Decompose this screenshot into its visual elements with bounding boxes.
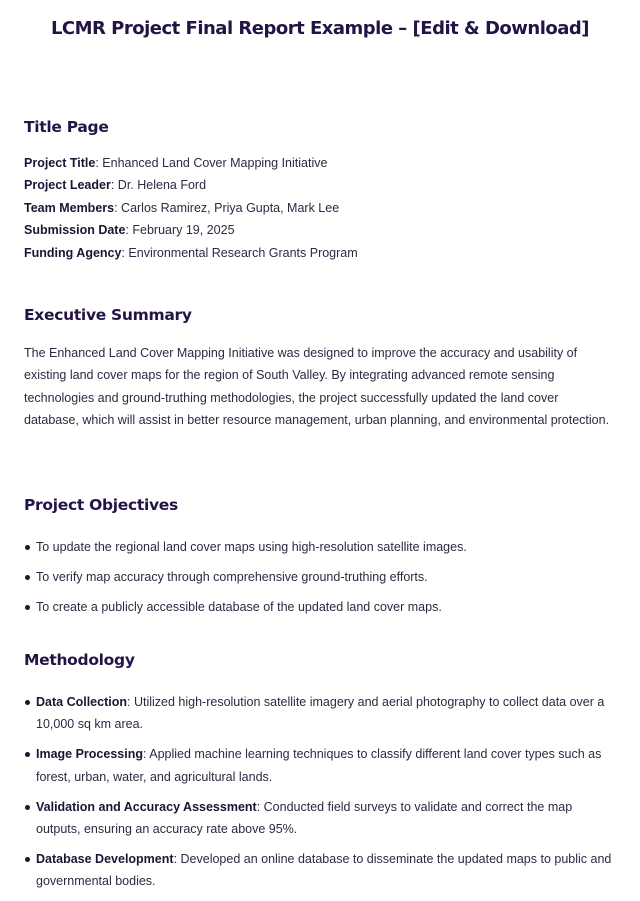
methodology-section — [24, 649, 616, 893]
executive-summary-text: The Enhanced Land Cover Mapping Initiative was designed to improve the accuracy and usability of existing land cover maps for the region of South Valley. By integrating advanced remote sensing technologies and ground-truthing methodologies, the project successfully updated the land cover database, which will assist in better resource management, urban planning, and environmental protection. — [24, 346, 610, 428]
list-item: Validation and Accuracy Assessment: Conducted field surveys to validate and correct the map outputs, ensuring an accuracy rate above 95%. — [36, 796, 616, 841]
bullet-icon — [25, 857, 30, 862]
team-members-field: Team Members: Carlos Ramirez, Priya Gupta, Mark Lee — [24, 200, 340, 215]
document-title: LCMR Project Final Report Example – [Edit & Download] — [50, 18, 590, 39]
bullet-icon — [25, 605, 30, 610]
list-item: To create a publicly accessible database of the updated land cover maps. — [36, 596, 616, 618]
bullet-icon — [25, 575, 30, 580]
methodology-heading: Methodology — [24, 651, 135, 669]
funding-agency-field: Funding Agency: Environmental Research Grants Program — [24, 245, 358, 260]
list-item: Image Processing: Applied machine learning techniques to classify different land cover types such as forest, urban, water, and agricultural lands. — [36, 743, 616, 788]
list-item: To verify map accuracy through comprehensive ground-truthing efforts. — [36, 566, 616, 588]
methodology-list — [24, 691, 616, 893]
bullet-icon — [25, 545, 30, 550]
title-page-section — [24, 116, 616, 264]
list-item: Database Development: Developed an online database to disseminate the updated maps to public and governmental bodies. — [36, 848, 616, 893]
project-objectives-heading: Project Objectives — [24, 496, 178, 514]
bullet-icon — [25, 700, 30, 705]
executive-summary-section — [24, 304, 616, 432]
list-item: Data Collection: Utilized high-resolution satellite imagery and aerial photography to collect data over a 10,000 sq km area. — [36, 691, 616, 736]
executive-summary-heading: Executive Summary — [24, 306, 192, 324]
bullet-icon — [25, 805, 30, 810]
submission-date-field: Submission Date: February 19, 2025 — [24, 223, 235, 238]
project-leader-field: Project Leader: Dr. Helena Ford — [24, 178, 207, 193]
bullet-icon — [25, 752, 30, 757]
project-objectives-section — [24, 494, 616, 618]
list-item: To update the regional land cover maps using high-resolution satellite images. — [36, 536, 616, 558]
objectives-list — [24, 536, 616, 618]
title-page-heading: Title Page — [24, 118, 109, 136]
project-title-field: Project Title: Enhanced Land Cover Mapping Initiative — [24, 156, 328, 170]
